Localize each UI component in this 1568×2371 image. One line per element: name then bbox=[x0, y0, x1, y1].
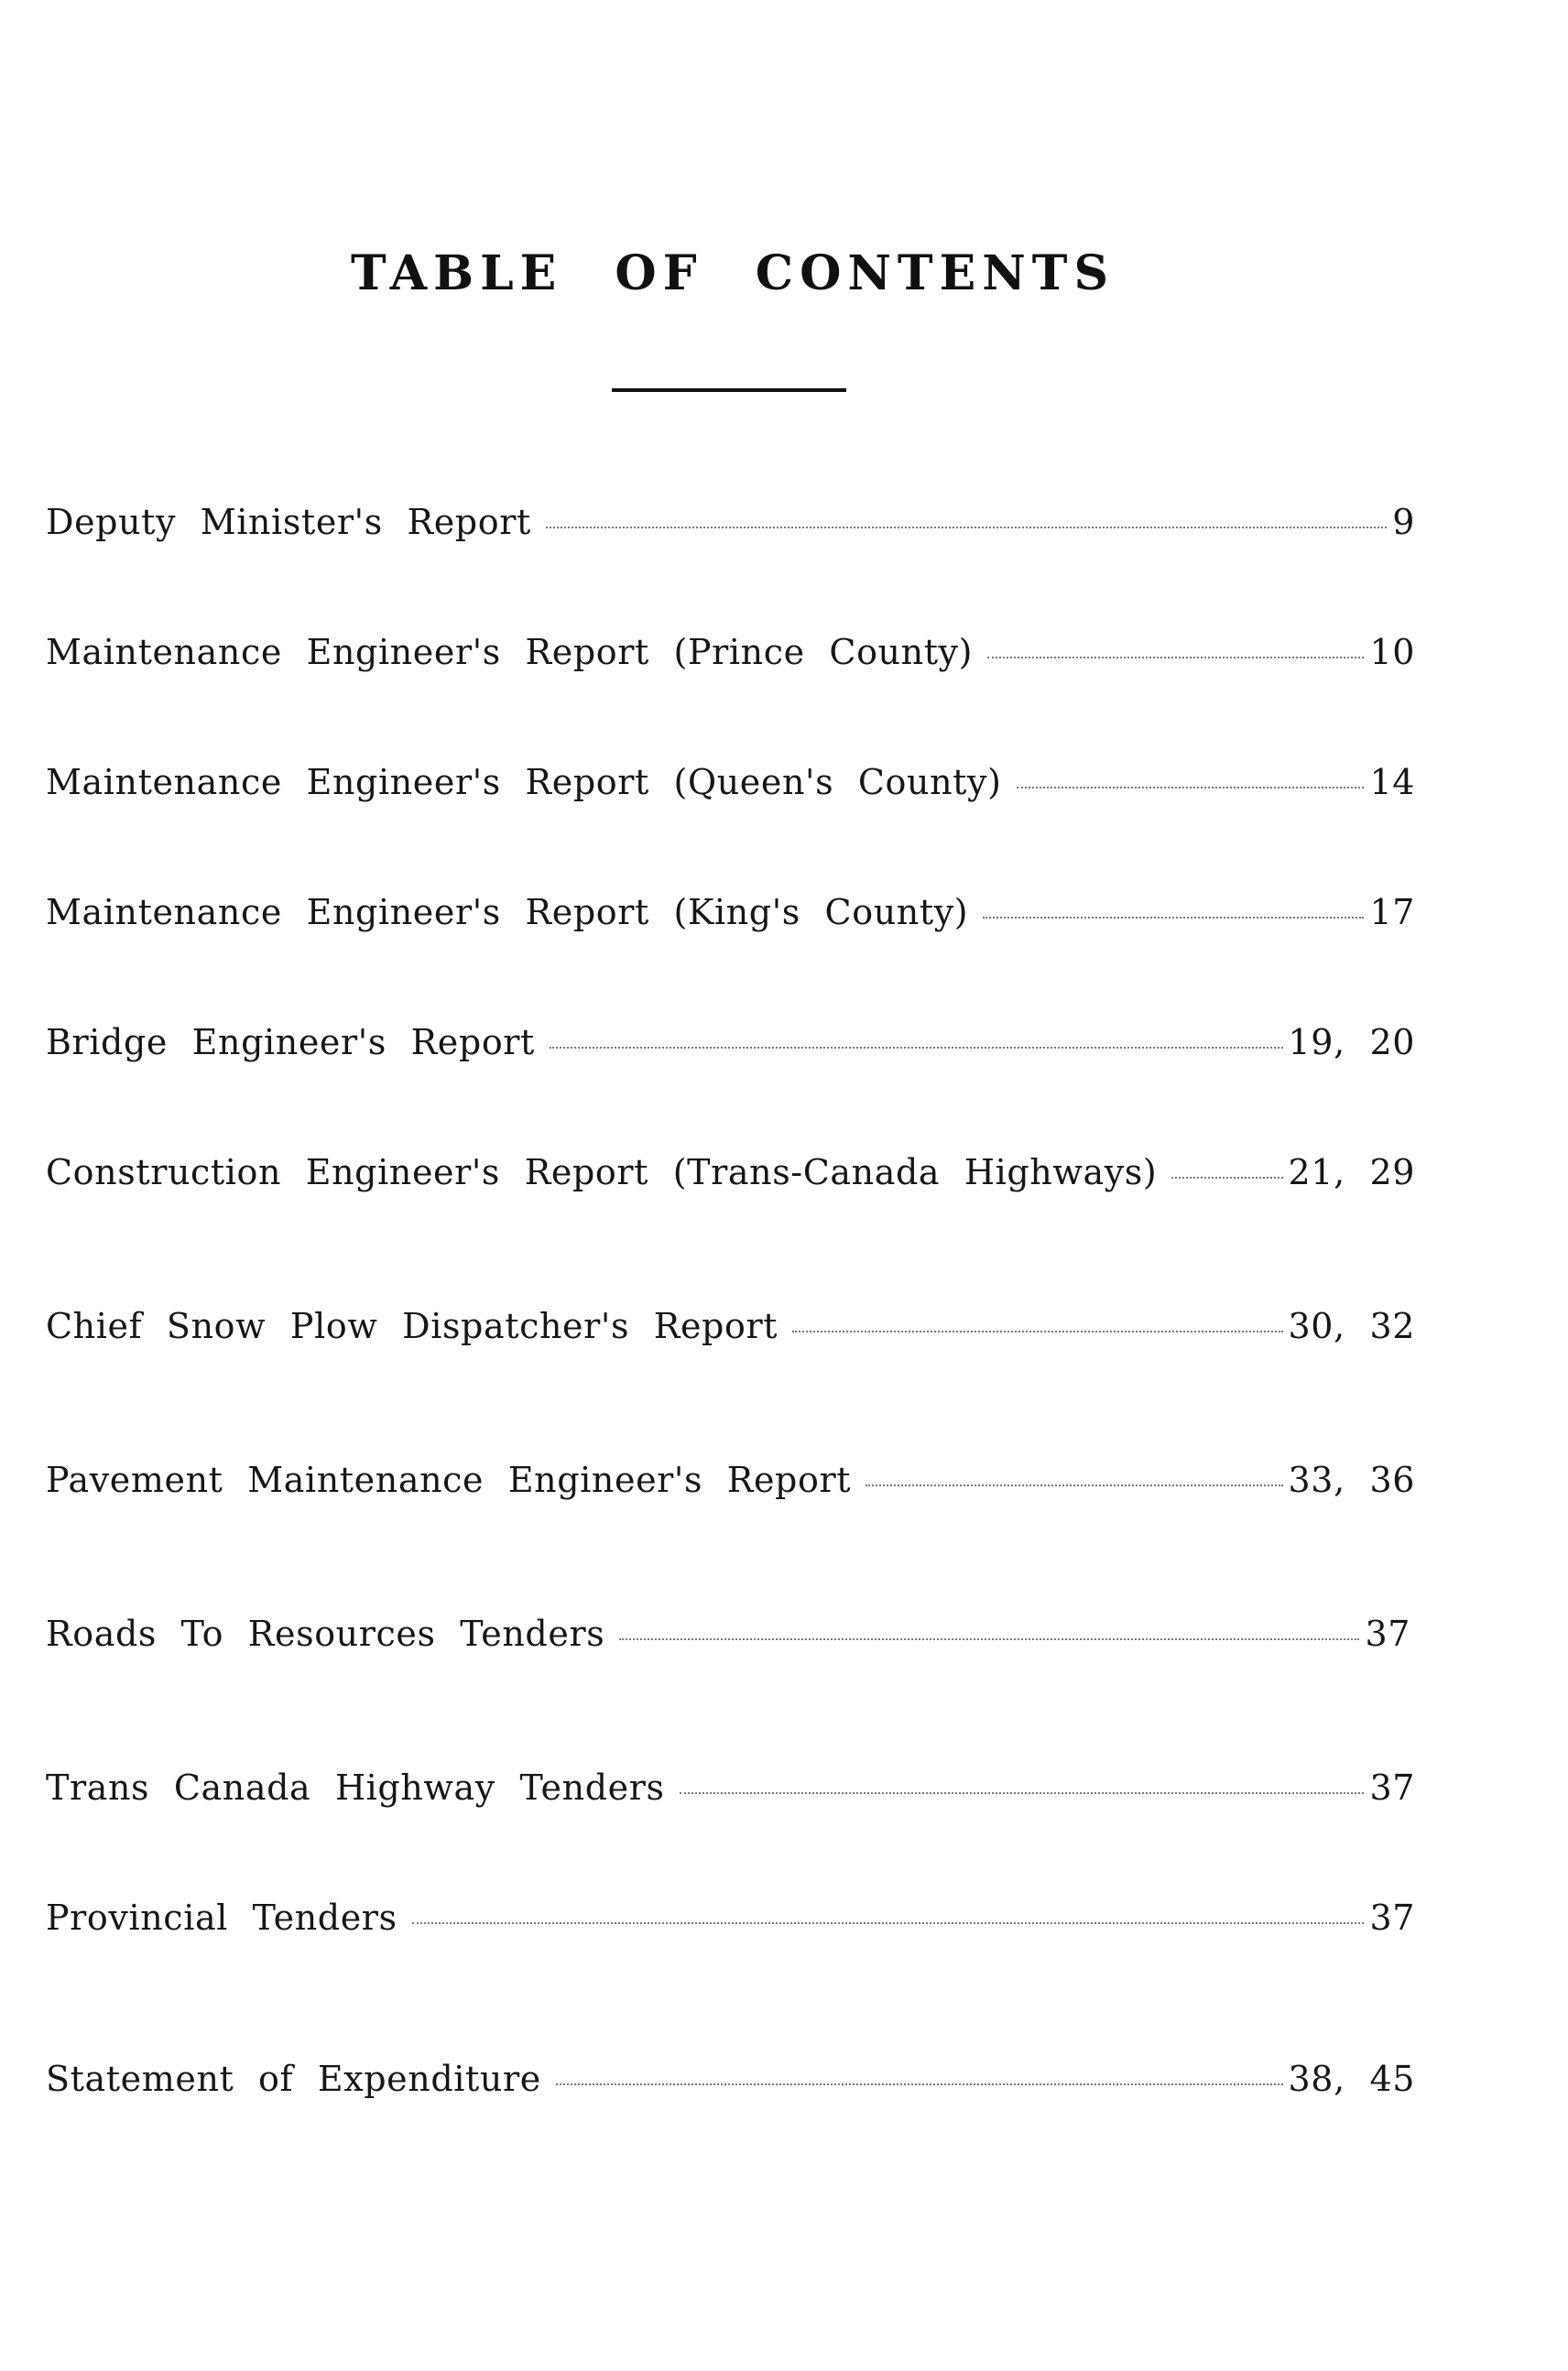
toc-entry bbox=[46, 632, 1415, 681]
toc-entry-label: Maintenance Engineer's Report (Prince County) bbox=[46, 632, 974, 672]
toc-entry bbox=[46, 892, 1415, 941]
toc-entry bbox=[46, 1022, 1415, 1071]
toc-entry-page: 30, 32 bbox=[1288, 1306, 1415, 1346]
toc-entry-page: 37 bbox=[1369, 1898, 1415, 1938]
toc-entry bbox=[46, 2059, 1415, 2108]
page-title: TABLE OF CONTENTS bbox=[350, 245, 1116, 301]
dot-leader bbox=[546, 527, 1387, 528]
toc-entry-label: Chief Snow Plow Dispatcher's Report bbox=[46, 1306, 779, 1346]
toc-entry bbox=[46, 1152, 1415, 1202]
toc-entry-page: 10 bbox=[1369, 632, 1415, 672]
title-underline bbox=[612, 388, 846, 392]
dot-leader bbox=[412, 1922, 1365, 1924]
toc-entry-page: 14 bbox=[1369, 762, 1415, 802]
toc-entry-page: 9 bbox=[1392, 502, 1415, 542]
toc-entry bbox=[46, 1898, 1415, 1947]
toc-entry-label: Deputy Minister's Report bbox=[46, 502, 531, 542]
dot-leader bbox=[1171, 1177, 1282, 1179]
toc-entry bbox=[46, 502, 1415, 551]
toc-entry-label: Bridge Engineer's Report bbox=[46, 1022, 535, 1062]
toc-entry bbox=[46, 1306, 1415, 1355]
dot-leader bbox=[1017, 787, 1365, 789]
toc-entry bbox=[46, 1614, 1410, 1663]
dot-leader bbox=[619, 1638, 1359, 1640]
toc-entry-page: 17 bbox=[1369, 892, 1415, 932]
toc-entry-page: 19, 20 bbox=[1288, 1022, 1415, 1062]
toc-entry-label: Provincial Tenders bbox=[46, 1898, 397, 1938]
toc-entry-label: Pavement Maintenance Engineer's Report bbox=[46, 1460, 852, 1500]
dot-leader bbox=[983, 917, 1364, 919]
dot-leader bbox=[680, 1792, 1365, 1794]
toc-entry-page: 21, 29 bbox=[1288, 1152, 1415, 1192]
toc-entry-page: 37 bbox=[1365, 1614, 1410, 1654]
toc-entry-label: Maintenance Engineer's Report (King's County) bbox=[46, 892, 969, 932]
toc-entry-label: Statement of Expenditure bbox=[46, 2059, 541, 2099]
toc-entry-page: 38, 45 bbox=[1288, 2059, 1415, 2099]
toc-entry-label: Roads To Resources Tenders bbox=[46, 1614, 605, 1654]
dot-leader bbox=[556, 2083, 1283, 2085]
dot-leader bbox=[987, 657, 1364, 658]
toc-entry-page: 37 bbox=[1369, 1767, 1415, 1808]
toc-entry bbox=[46, 1767, 1415, 1817]
dot-leader bbox=[550, 1047, 1283, 1049]
dot-leader bbox=[866, 1485, 1282, 1486]
toc-entry-label: Trans Canada Highway Tenders bbox=[46, 1767, 665, 1808]
toc-entry-page: 33, 36 bbox=[1288, 1460, 1415, 1500]
toc-entry-label: Maintenance Engineer's Report (Queen's County) bbox=[46, 762, 1002, 802]
dot-leader bbox=[792, 1331, 1282, 1332]
toc-entry bbox=[46, 762, 1415, 811]
toc-entry bbox=[46, 1460, 1415, 1509]
toc-entry-label: Construction Engineer's Report (Trans-Canada Highways) bbox=[46, 1152, 1158, 1192]
